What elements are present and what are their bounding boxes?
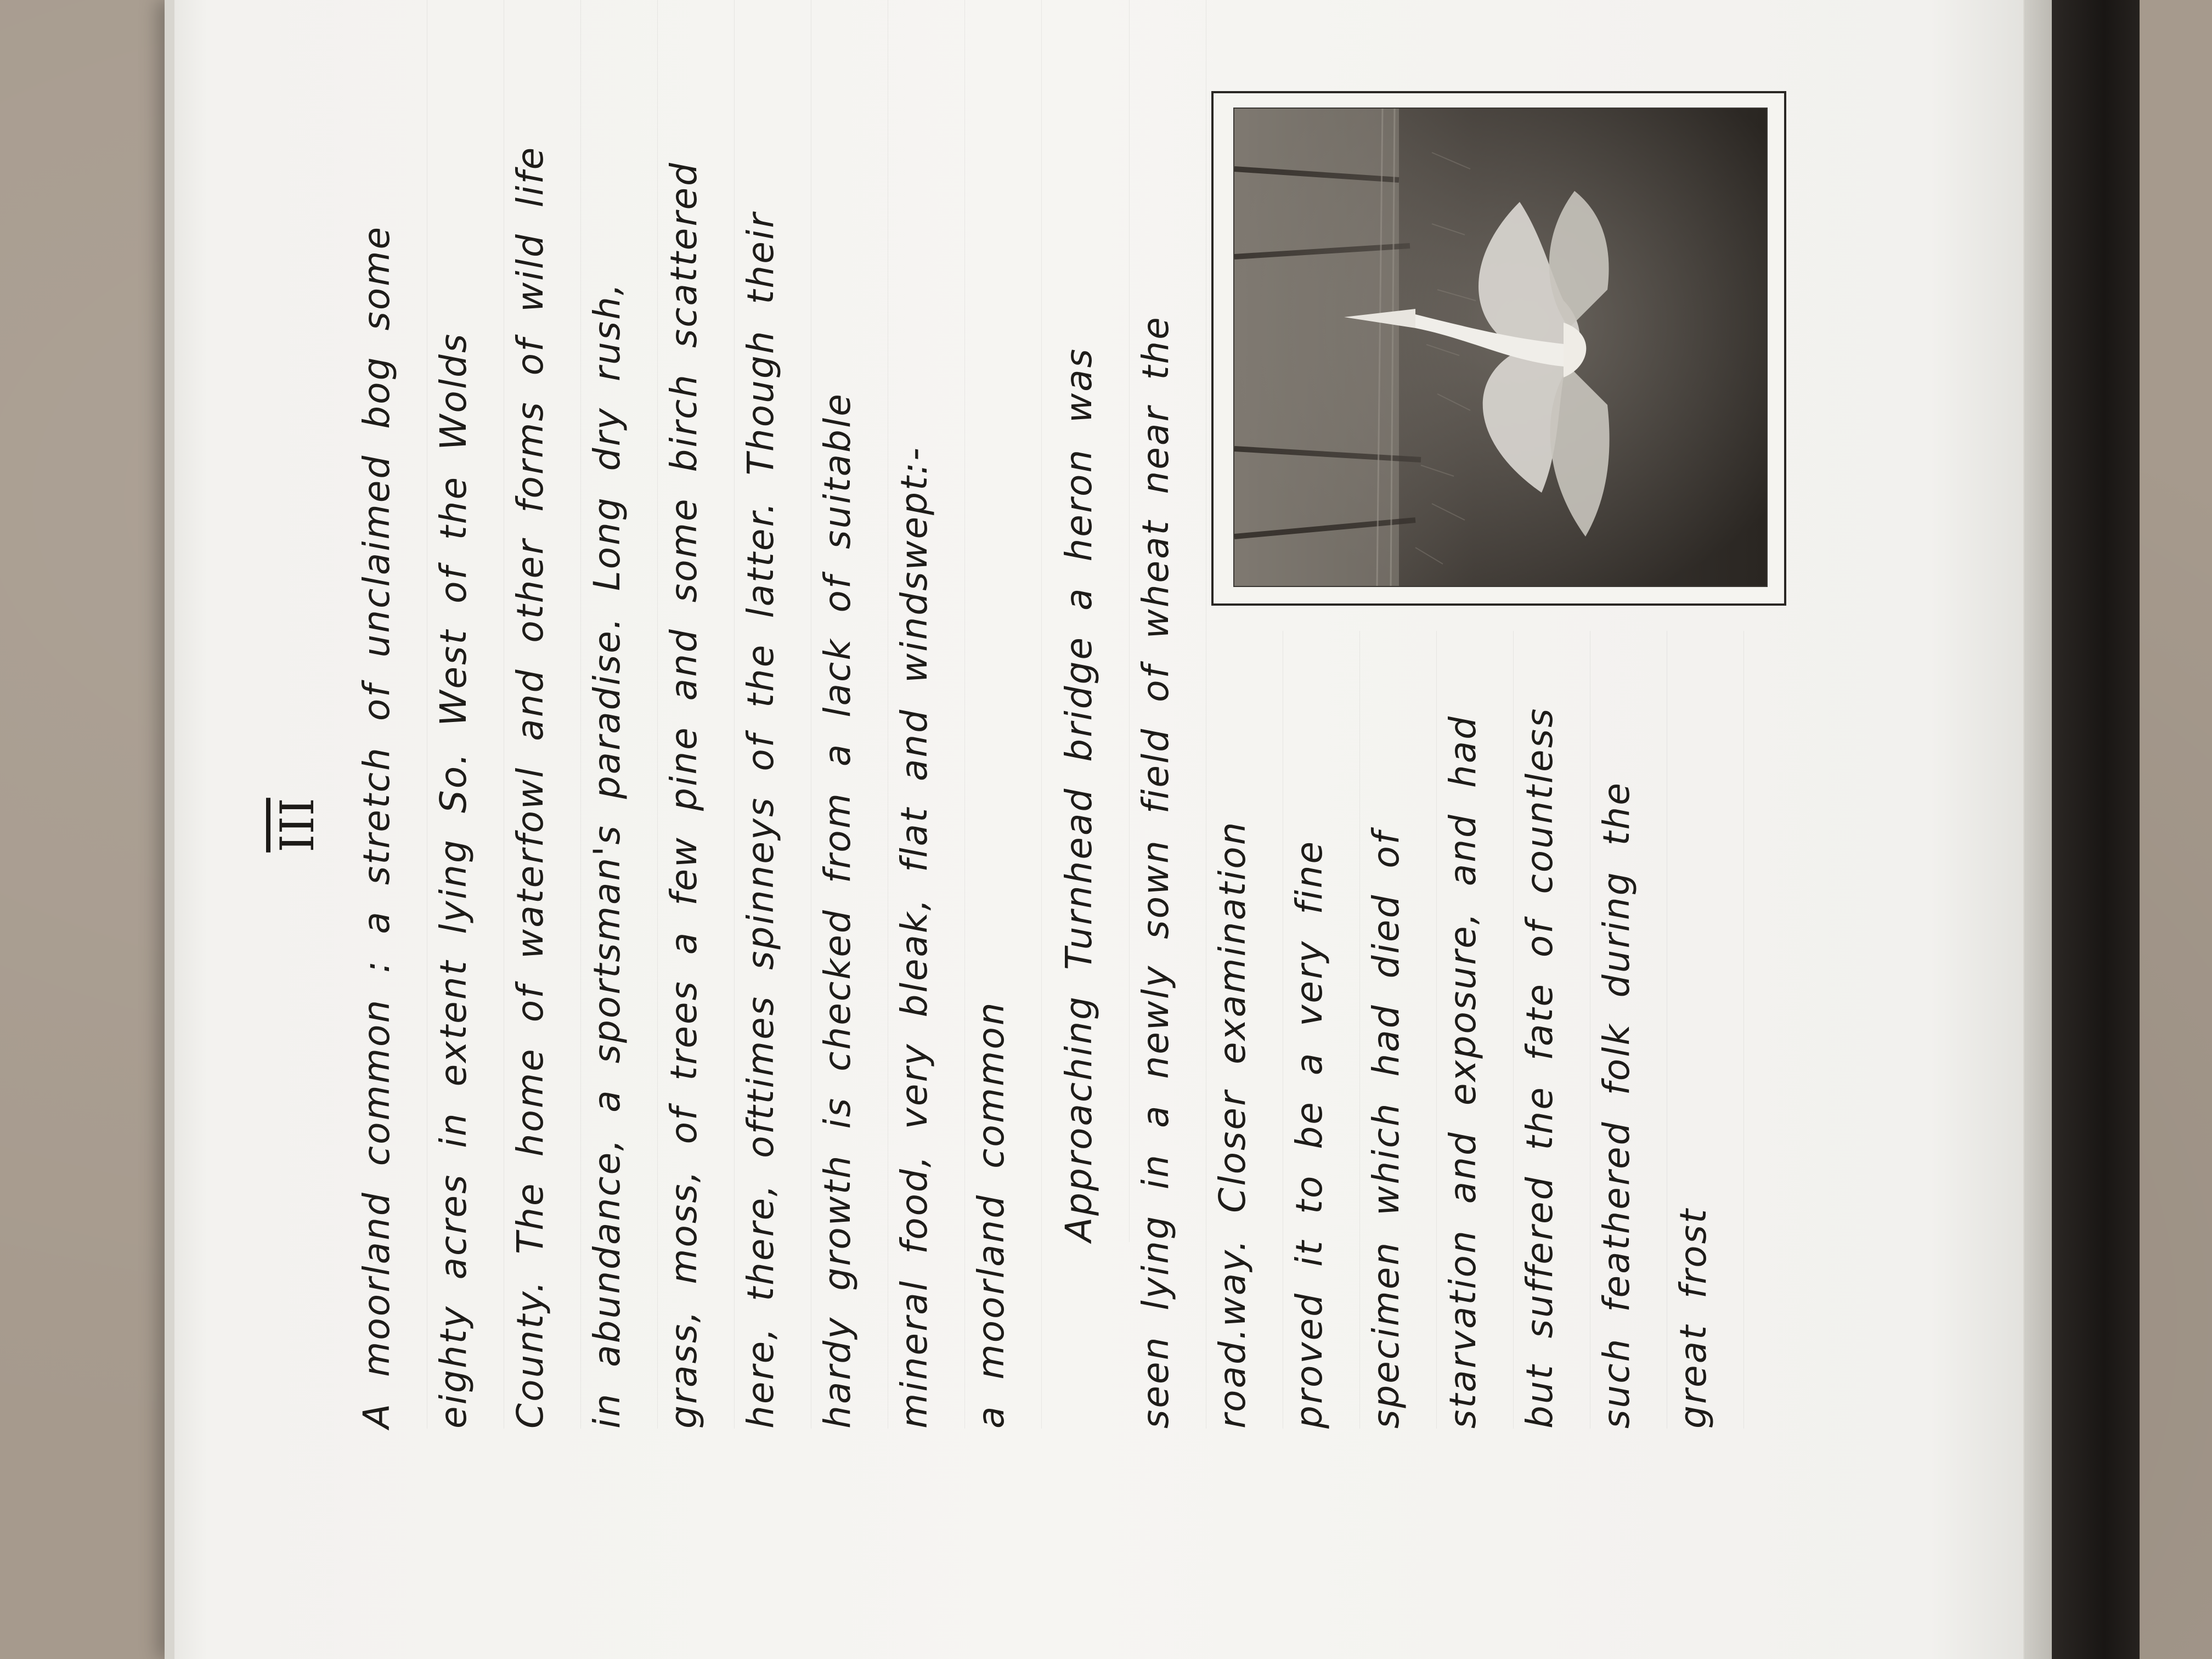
text-line: Approaching Turnhead bridge a heron was xyxy=(1058,0,1130,1242)
text-line: A moorland common : a stretch of unclaimed bog some xyxy=(356,0,427,1429)
text-line: in abundance, a sportsman's paradise. Long dry rush, xyxy=(586,0,658,1429)
text-line: great frost xyxy=(1672,631,1744,1429)
text-line: seen lying in a newly sown field of wheat near the xyxy=(1135,0,1206,1429)
text-line: specimen which had died of xyxy=(1365,631,1437,1429)
text-line: road.way. Closer examination xyxy=(1211,631,1283,1429)
text-line: a moorland common xyxy=(970,0,1042,1429)
heron-photograph xyxy=(1233,108,1768,587)
text-line: grass, moss, of trees a few pine and some birch scattered xyxy=(663,0,735,1429)
text-line: mineral food, very bleak, flat and windswept:- xyxy=(893,0,965,1429)
text-line: here, there, ofttimes spinneys of the latter. Though their xyxy=(740,0,811,1429)
page-content xyxy=(174,0,2023,1659)
text-line: such feathered folk during the xyxy=(1595,631,1667,1429)
text-line: eighty acres in extent lying So. West of the Wolds xyxy=(432,0,504,1429)
text-line: proved it to be a very fine xyxy=(1288,631,1360,1429)
text-line: but suffered the fate of countless xyxy=(1519,631,1590,1429)
text-line: County. The home of waterfowl and other forms of wild life xyxy=(509,0,581,1429)
heron-photo-image xyxy=(1234,109,1767,586)
page-number: $\overline{III}$ xyxy=(270,798,324,853)
text-line: hardy growth is checked from a lack of suitable xyxy=(816,0,888,1429)
album-cover-spine xyxy=(2052,0,2140,1659)
text-line: starvation and exposure, and had xyxy=(1442,631,1514,1429)
photo-mount-frame xyxy=(1211,91,1786,606)
